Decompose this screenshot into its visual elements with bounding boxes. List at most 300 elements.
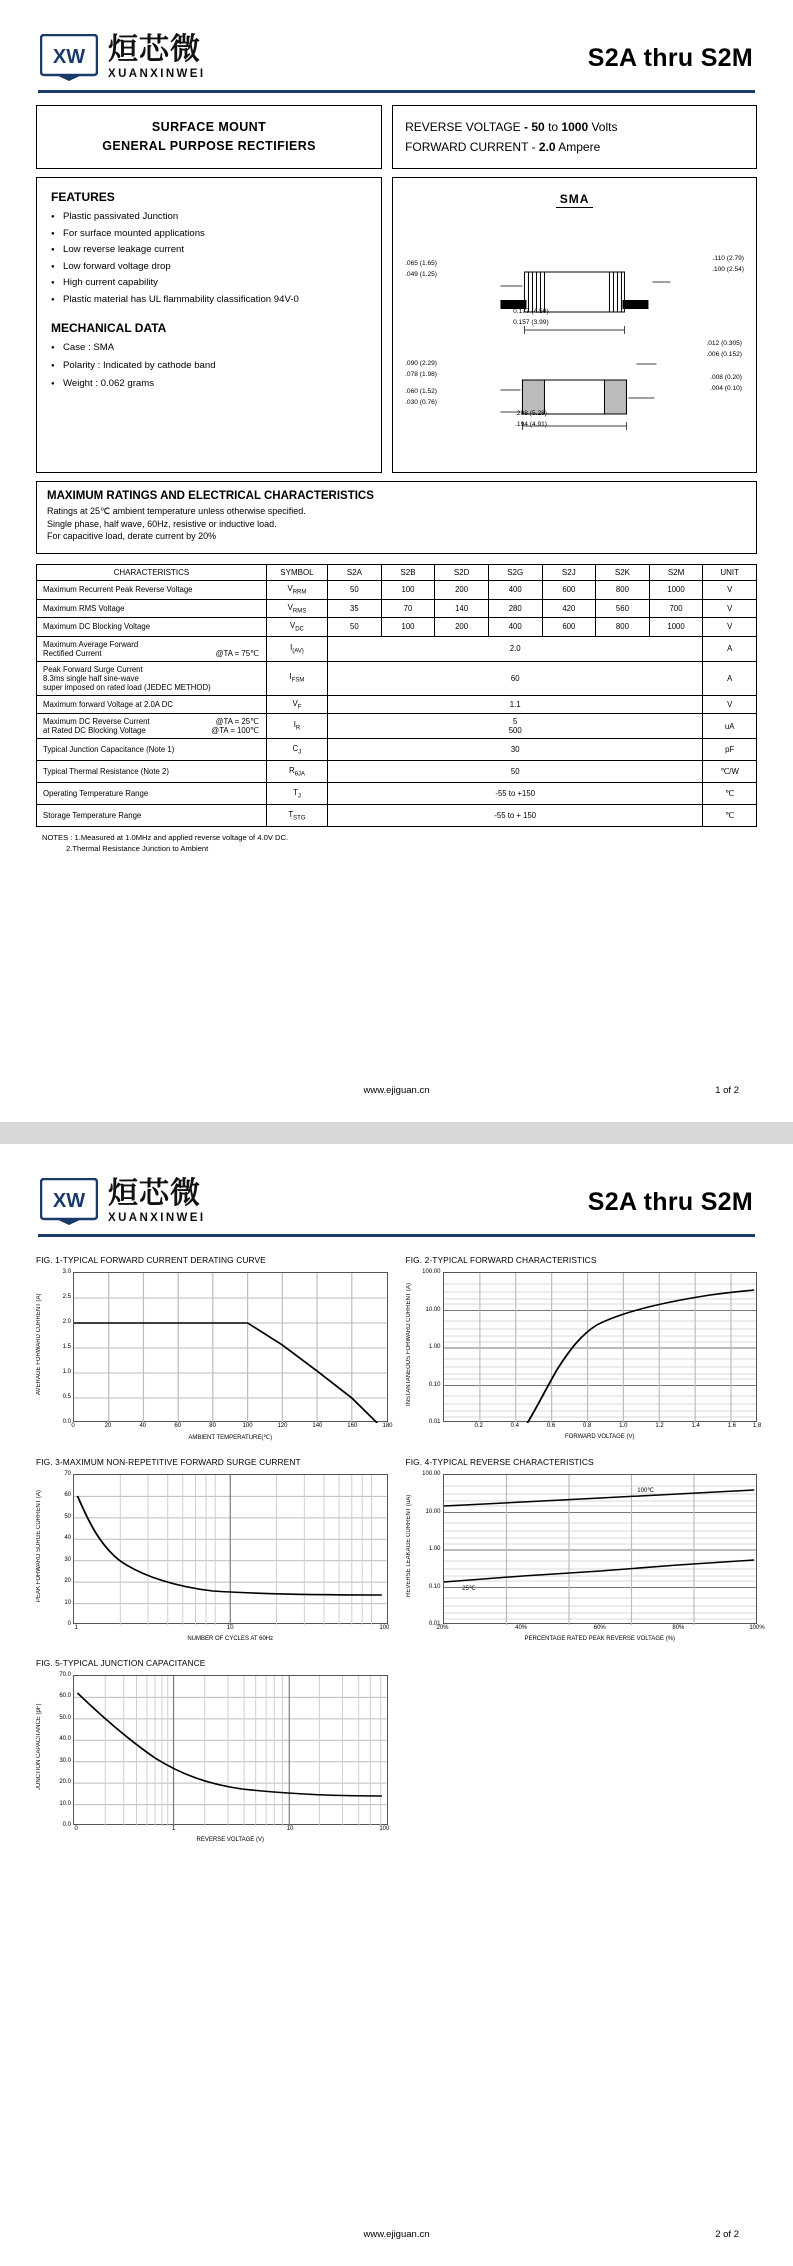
cell-unit: A <box>703 636 757 661</box>
cell-value: 30 <box>328 739 703 761</box>
symbol-main: T <box>293 787 298 797</box>
x-tick: 80 <box>209 1423 216 1429</box>
y-tick: 40 <box>64 1535 71 1542</box>
page-header <box>36 28 757 86</box>
y-tick: 10.0 <box>59 1800 71 1807</box>
cell-value: 60 <box>328 661 703 695</box>
x-tick: 60% <box>593 1625 606 1631</box>
symbol-main: V <box>287 584 293 593</box>
symbol-sub: J <box>298 749 302 756</box>
y-tick: 60.0 <box>59 1693 71 1700</box>
symbol-main: R <box>288 765 295 775</box>
x-tick: 1.2 <box>655 1423 664 1429</box>
brand-en-name: XUANXINWEI <box>108 68 206 81</box>
table-row <box>37 714 757 739</box>
x-tick: 160 <box>347 1423 358 1429</box>
x-axis-ticks <box>436 1624 765 1635</box>
x-tick: 120 <box>277 1423 288 1429</box>
datasheet-page-2 <box>0 1144 793 2266</box>
symbol-sub: J <box>297 793 301 800</box>
symbol-main: I <box>289 672 292 682</box>
dim-d5: 0.177 (4.50) <box>513 308 549 315</box>
page-footer-1 <box>0 1085 793 1096</box>
x-tick: 0 <box>74 1826 78 1832</box>
x-tick: 100 <box>242 1423 253 1429</box>
cell-characteristic <box>37 714 267 739</box>
col-s2g: S2G <box>488 565 542 581</box>
plot-svg <box>74 1676 387 1826</box>
dim-d8: .006 (0.152) <box>706 351 742 358</box>
y-axis-label: JUNCTION CAPACITANCE (pF) <box>36 1703 42 1791</box>
list-item: ● Polarity : Indicated by cathode band <box>51 360 367 371</box>
list-item: ● Low forward voltage drop <box>51 261 367 272</box>
chart-row-1 <box>36 1255 762 1441</box>
cell-value: 2.0 <box>328 636 703 661</box>
y-tick: 3.0 <box>62 1269 71 1275</box>
table-row <box>37 783 757 805</box>
forward-current-unit: Ampere <box>558 140 601 154</box>
col-characteristics: CHARACTERISTICS <box>37 565 267 581</box>
charts-section <box>36 1255 765 1843</box>
cell-value: 140 <box>435 599 489 618</box>
cell-symbol <box>266 714 327 739</box>
cell-symbol <box>266 783 327 805</box>
page-title: S2A thru S2M <box>587 43 753 72</box>
brand-logo-2 <box>40 1178 205 1226</box>
table-row <box>37 581 757 600</box>
cell-symbol <box>266 739 327 761</box>
dim-d7: .012 (0.305) <box>706 340 742 347</box>
list-item: ● Case : SMA <box>51 342 367 353</box>
table-notes <box>36 832 757 854</box>
logo-icon <box>40 1178 98 1226</box>
dim-d11: .008 (0.20) <box>710 374 742 381</box>
plot-svg <box>444 1273 757 1423</box>
package-label <box>403 192 746 206</box>
plot-svg <box>74 1475 387 1625</box>
cell-characteristic: Storage Temperature Range <box>37 805 267 827</box>
summary-row <box>36 105 757 169</box>
brand-en-name: XUANXINWEI <box>108 1212 206 1225</box>
brand-logo <box>40 34 205 82</box>
y-tick: 0.0 <box>62 1419 71 1425</box>
chart-title: FIG. 2-TYPICAL FORWARD CHARACTERISTICS <box>405 1255 597 1265</box>
list-item: ● High current capability <box>51 277 367 288</box>
symbol-main: I <box>290 642 293 652</box>
col-s2k: S2K <box>596 565 650 581</box>
dim-d2: .049 (1.25) <box>405 271 437 278</box>
y-axis-label: REVERSE LEAKAGE CURRENT (uA) <box>405 1494 412 1598</box>
ratings-heading: MAXIMUM RATINGS AND ELECTRICAL CHARACTERISTICS <box>47 490 374 502</box>
svg-text:XW: XW <box>52 46 86 68</box>
col-s2m: S2M <box>649 565 703 581</box>
logo-icon <box>40 34 98 82</box>
plot-svg <box>74 1273 387 1423</box>
x-tick: 40% <box>515 1625 528 1631</box>
char-line1: Maximum DC Reverse Current <box>43 717 150 727</box>
cell-unit: uA <box>703 714 757 739</box>
brand-cn-name: 烜芯微 <box>108 1176 201 1212</box>
table-row <box>37 761 757 783</box>
header-rule-2 <box>38 1234 755 1237</box>
cell-symbol <box>266 581 327 600</box>
dim-d9: .090 (2.29) <box>405 360 437 367</box>
col-symbol: SYMBOL <box>266 565 327 581</box>
y-tick: 50.0 <box>59 1714 71 1721</box>
x-tick: 180 <box>382 1423 393 1429</box>
cell-characteristic: Maximum RMS Voltage <box>37 599 267 618</box>
y-tick: 30 <box>64 1556 71 1563</box>
footer-site: www.ejiguan.cn <box>363 2229 430 2240</box>
specifications-table <box>36 564 757 827</box>
cell-characteristic: Typical Junction Capacitance (Note 1) <box>37 739 267 761</box>
dim-d12: .004 (0.10) <box>710 385 742 392</box>
x-tick: 10 <box>226 1625 234 1631</box>
table-row <box>37 599 757 618</box>
package-drawing-box <box>392 177 757 473</box>
list-item: ● Low reverse leakage current <box>51 244 367 255</box>
cell-symbol <box>266 805 327 827</box>
char-condition: @TA = 75℃ <box>215 648 259 658</box>
ratings-note-3: For capacitive load, derate current by 20% <box>47 531 217 541</box>
symbol-main: V <box>287 602 293 612</box>
plot-area <box>73 1272 388 1422</box>
cell-value: 700 <box>649 599 703 618</box>
list-item: ● Weight : 0.062 grams <box>51 378 367 389</box>
y-tick: 1.0 <box>62 1369 71 1375</box>
dim-d4: .100 (2.54) <box>712 266 744 273</box>
forward-current-label: FORWARD CURRENT <box>405 140 529 154</box>
cell-value: 50 <box>328 581 382 600</box>
mechanical-heading: MECHANICAL DATA <box>51 320 167 335</box>
y-tick: 2.0 <box>62 1319 71 1325</box>
x-tick: 20 <box>104 1423 112 1429</box>
x-tick: 1.8 <box>752 1423 762 1429</box>
col-s2d: S2D <box>435 565 489 581</box>
x-tick: 40 <box>139 1423 147 1429</box>
x-axis-label: NUMBER OF CYCLES AT 60Hz <box>187 1636 274 1642</box>
y-axis-label: PEAK FORWARD SURGE CURRENT (A) <box>36 1490 42 1602</box>
table-row <box>37 661 757 695</box>
reverse-voltage-line <box>405 120 744 134</box>
symbol-sub: RMS <box>292 608 307 615</box>
y-tick: 0.10 <box>428 1583 441 1590</box>
dim-d6: 0.157 (3.99) <box>513 319 549 326</box>
x-tick: 60 <box>174 1423 182 1429</box>
plot-area <box>443 1272 758 1422</box>
dim-d15: .208 (5.28) <box>515 410 547 417</box>
footer-page-number: 1 of 2 <box>715 1085 739 1096</box>
package-drawing-svg <box>403 212 746 462</box>
cell-value: 1000 <box>649 581 703 600</box>
cell-value: 280 <box>488 599 542 618</box>
mechanical-section <box>51 321 367 389</box>
symbol-main: V <box>290 621 296 631</box>
cell-characteristic: Typical Thermal Resistance (Note 2) <box>37 761 267 783</box>
forward-current-line <box>405 140 744 154</box>
cell-value: 800 <box>596 581 650 600</box>
cell-characteristic <box>37 636 267 661</box>
product-type-line1: SURFACE MOUNT <box>151 120 267 134</box>
cell-characteristic: Maximum forward Voltage at 2.0A DC <box>37 695 267 714</box>
chart-fig-5 <box>36 1658 388 1843</box>
chart-empty-cell <box>406 1658 758 1843</box>
x-tick: 1.6 <box>727 1423 736 1429</box>
value-100c: 500 <box>508 726 522 736</box>
symbol-main: C <box>292 743 299 753</box>
plot-area <box>73 1474 388 1624</box>
x-tick: 20% <box>436 1625 449 1631</box>
cell-symbol <box>266 618 327 637</box>
y-tick: 40.0 <box>59 1736 71 1743</box>
x-tick: 0.2 <box>474 1423 483 1429</box>
y-tick: 70.0 <box>59 1672 71 1678</box>
col-s2b: S2B <box>381 565 435 581</box>
ratings-note-2: Single phase, half wave, 60Hz, resistive or inductive load. <box>47 519 277 529</box>
header-rule <box>38 90 755 93</box>
product-type-line2: GENERAL PURPOSE RECTIFIERS <box>102 139 316 153</box>
ratings-box <box>36 481 757 554</box>
cell-value: 420 <box>542 599 596 618</box>
symbol-sub: θJA <box>294 771 305 778</box>
char-line1: Peak Forward Surge Current <box>43 664 143 674</box>
y-tick: 0 <box>67 1621 71 1627</box>
features-box <box>36 177 382 473</box>
symbol-sub: (AV) <box>292 648 304 655</box>
chart-fig-1 <box>36 1255 393 1441</box>
table-row <box>37 739 757 761</box>
table-row <box>37 636 757 661</box>
y-tick: 100.00 <box>422 1471 441 1477</box>
dim-d16: .194 (4.91) <box>515 421 547 428</box>
datasheet-page-1 <box>0 0 793 1122</box>
cell-unit: ℃/W <box>703 761 757 783</box>
x-tick: 1 <box>74 1625 78 1631</box>
char-line2: Rectified Current <box>43 648 102 658</box>
cell-value <box>328 714 703 739</box>
symbol-main: T <box>288 809 294 819</box>
table-row <box>37 618 757 637</box>
cell-unit: pF <box>703 739 757 761</box>
cell-symbol <box>266 599 327 618</box>
cell-value: 400 <box>488 618 542 637</box>
cell-value: 400 <box>488 581 542 600</box>
page-header-2 <box>36 1172 757 1230</box>
ratings-note-1: Ratings at 25℃ ambient temperature unless otherwise specified. <box>47 506 306 516</box>
char-line3: super imposed on rated load (JEDEC METHOD) <box>43 682 211 692</box>
symbol-main: V <box>292 698 298 708</box>
x-axis-ticks <box>73 1825 388 1836</box>
cell-characteristic: Operating Temperature Range <box>37 783 267 805</box>
table-header-row <box>37 565 757 581</box>
chart-title: FIG. 5-TYPICAL JUNCTION CAPACITANCE <box>36 1658 206 1668</box>
forward-current-value: 2.0 <box>538 140 556 154</box>
chart-title: FIG. 1-TYPICAL FORWARD CURRENT DERATING CURVE <box>36 1255 266 1265</box>
cell-value: 200 <box>435 581 489 600</box>
footer-site: www.ejiguan.cn <box>363 1085 430 1096</box>
x-tick: 0.6 <box>546 1423 556 1429</box>
mechanical-list <box>51 342 367 389</box>
y-tick: 20.0 <box>59 1779 71 1786</box>
dim-d13: .060 (1.52) <box>405 388 437 395</box>
features-list <box>51 211 367 305</box>
symbol-sub: R <box>295 725 301 732</box>
value-25c: 5 <box>513 717 518 727</box>
char-line2: 8.3ms single half sine-wave <box>43 673 139 683</box>
list-item: ● Plastic passivated Junction <box>51 211 367 222</box>
x-axis-label: PERCENTAGE RATED PEAK REVERSE VOLTAGE (%) <box>524 1636 676 1642</box>
cell-characteristic: Maximum DC Blocking Voltage <box>37 618 267 637</box>
reverse-voltage-to: to <box>548 120 559 134</box>
cell-value: 1.1 <box>328 695 703 714</box>
chart-row-2 <box>36 1457 765 1642</box>
cell-value: 800 <box>596 618 650 637</box>
reverse-voltage-unit: Volts <box>591 120 618 134</box>
table-row <box>37 805 757 827</box>
x-axis-ticks <box>443 1422 762 1433</box>
y-tick: 1.00 <box>428 1546 441 1552</box>
char-line2: at Rated DC Blocking Voltage <box>43 726 146 736</box>
cell-unit: V <box>703 695 757 714</box>
chart-row-3 <box>36 1658 757 1843</box>
cell-symbol <box>266 761 327 783</box>
cell-value: 100 <box>381 618 435 637</box>
page-gap <box>0 1122 793 1144</box>
product-type-box <box>36 105 382 169</box>
cell-value: 200 <box>435 618 489 637</box>
x-tick: 1 <box>171 1826 176 1832</box>
col-s2j: S2J <box>542 565 596 581</box>
series-label-25c: 25℃ <box>462 1585 476 1592</box>
y-tick: 0.01 <box>428 1621 441 1627</box>
y-tick: 1.5 <box>62 1344 71 1350</box>
y-tick: 0.10 <box>428 1381 441 1388</box>
col-s2a: S2A <box>328 565 382 581</box>
char-condition-1: @TA = 25℃ <box>215 717 259 727</box>
dim-d3: .110 (2.79) <box>712 255 744 262</box>
x-axis-label: AMBIENT TEMPERATURE(℃) <box>188 1435 273 1441</box>
x-tick: 10 <box>286 1826 294 1832</box>
plot-area <box>443 1474 758 1624</box>
y-tick: 30.0 <box>59 1757 71 1764</box>
note-1: NOTES : 1.Measured at 1.0MHz and applied reverse voltage of 4.0V DC. <box>42 833 289 843</box>
plot-svg <box>444 1475 757 1625</box>
symbol-sub: FSM <box>291 677 305 684</box>
dim-d14: .030 (0.76) <box>405 399 437 406</box>
y-tick: 10.00 <box>425 1508 441 1515</box>
x-axis-label: FORWARD VOLTAGE (V) <box>565 1434 635 1440</box>
cell-value: -55 to +150 <box>328 783 703 805</box>
list-item: ● Plastic material has UL flammability classification 94V-0 <box>51 294 367 305</box>
package-drawing <box>403 212 746 462</box>
features-and-drawing-row <box>36 177 757 473</box>
chart-title: FIG. 3-MAXIMUM NON-REPETITIVE FORWARD SURGE CURRENT <box>36 1457 301 1467</box>
cell-value: 50 <box>328 761 703 783</box>
page-title-2: S2A thru S2M <box>587 1187 753 1216</box>
y-tick: 20 <box>64 1578 71 1585</box>
y-tick: 1.00 <box>428 1344 441 1350</box>
note-2: 2.Thermal Resistance Junction to Ambient <box>66 844 209 854</box>
svg-text:XW: XW <box>52 1190 86 1212</box>
cell-unit: V <box>703 599 757 618</box>
reverse-voltage-dash: - <box>524 120 529 134</box>
symbol-main: I <box>293 720 296 730</box>
y-tick: 50 <box>64 1513 71 1520</box>
reverse-voltage-min: 50 <box>531 120 545 134</box>
y-tick: 60 <box>64 1492 71 1499</box>
footer-page-number: 2 of 2 <box>715 2229 739 2240</box>
x-tick: 100 <box>379 1625 390 1631</box>
col-unit: UNIT <box>703 565 757 581</box>
chart-fig-4 <box>405 1457 765 1642</box>
cell-unit: ℃ <box>703 805 757 827</box>
y-tick: 2.5 <box>62 1294 71 1300</box>
cell-value: 100 <box>381 581 435 600</box>
cell-value: 560 <box>596 599 650 618</box>
chart-fig-3 <box>36 1457 388 1642</box>
cell-unit: ℃ <box>703 783 757 805</box>
cell-value: 1000 <box>649 618 703 637</box>
cell-value: 50 <box>328 618 382 637</box>
cell-value: -55 to + 150 <box>328 805 703 827</box>
key-ratings-box <box>392 105 757 169</box>
y-tick: 0.01 <box>428 1419 441 1425</box>
brand-cn-name: 烜芯微 <box>108 32 201 68</box>
table-row <box>37 695 757 714</box>
chart-title: FIG. 4-TYPICAL REVERSE CHARACTERISTICS <box>405 1457 594 1467</box>
cell-characteristic <box>37 661 267 695</box>
y-tick: 100.00 <box>422 1269 441 1275</box>
x-tick: 100 <box>379 1826 390 1832</box>
cell-unit: A <box>703 661 757 695</box>
x-tick: 100% <box>749 1625 765 1631</box>
symbol-sub: DC <box>295 626 304 633</box>
x-tick: 0.4 <box>510 1423 519 1429</box>
plot-area <box>73 1675 388 1825</box>
list-item: ● For surface mounted applications <box>51 228 367 239</box>
symbol-sub: STG <box>293 815 306 822</box>
cell-value: 35 <box>328 599 382 618</box>
reverse-voltage-label: REVERSE VOLTAGE <box>405 120 521 134</box>
symbol-sub: F <box>297 704 302 711</box>
dim-d1: .065 (1.65) <box>405 260 437 267</box>
x-axis-ticks <box>73 1624 388 1635</box>
cell-unit: V <box>703 618 757 637</box>
x-tick: 1.0 <box>619 1423 628 1429</box>
cell-symbol <box>266 661 327 695</box>
x-tick: 140 <box>312 1423 323 1429</box>
features-heading: FEATURES <box>51 190 115 204</box>
cell-characteristic: Maximum Recurrent Peak Reverse Voltage <box>37 581 267 600</box>
forward-current-dash: - <box>531 140 536 154</box>
cell-unit: V <box>703 581 757 600</box>
reverse-voltage-max: 1000 <box>561 120 589 134</box>
cell-symbol <box>266 636 327 661</box>
package-label-text: SMA <box>556 192 594 208</box>
y-tick: 0.0 <box>62 1822 71 1828</box>
cell-symbol <box>266 695 327 714</box>
cell-value: 70 <box>381 599 435 618</box>
symbol-sub: RRM <box>292 589 307 596</box>
y-tick: 70 <box>64 1471 71 1477</box>
x-tick: 80% <box>672 1625 685 1631</box>
y-tick: 10.00 <box>425 1306 441 1313</box>
x-tick: 0 <box>71 1423 75 1429</box>
y-axis-label: AVERAGE FORWARD CURRENT (A) <box>36 1293 42 1395</box>
y-tick: 0.5 <box>62 1394 71 1400</box>
x-tick: 0.8 <box>582 1423 592 1429</box>
char-line1: Maximum Average Forward <box>43 639 139 649</box>
